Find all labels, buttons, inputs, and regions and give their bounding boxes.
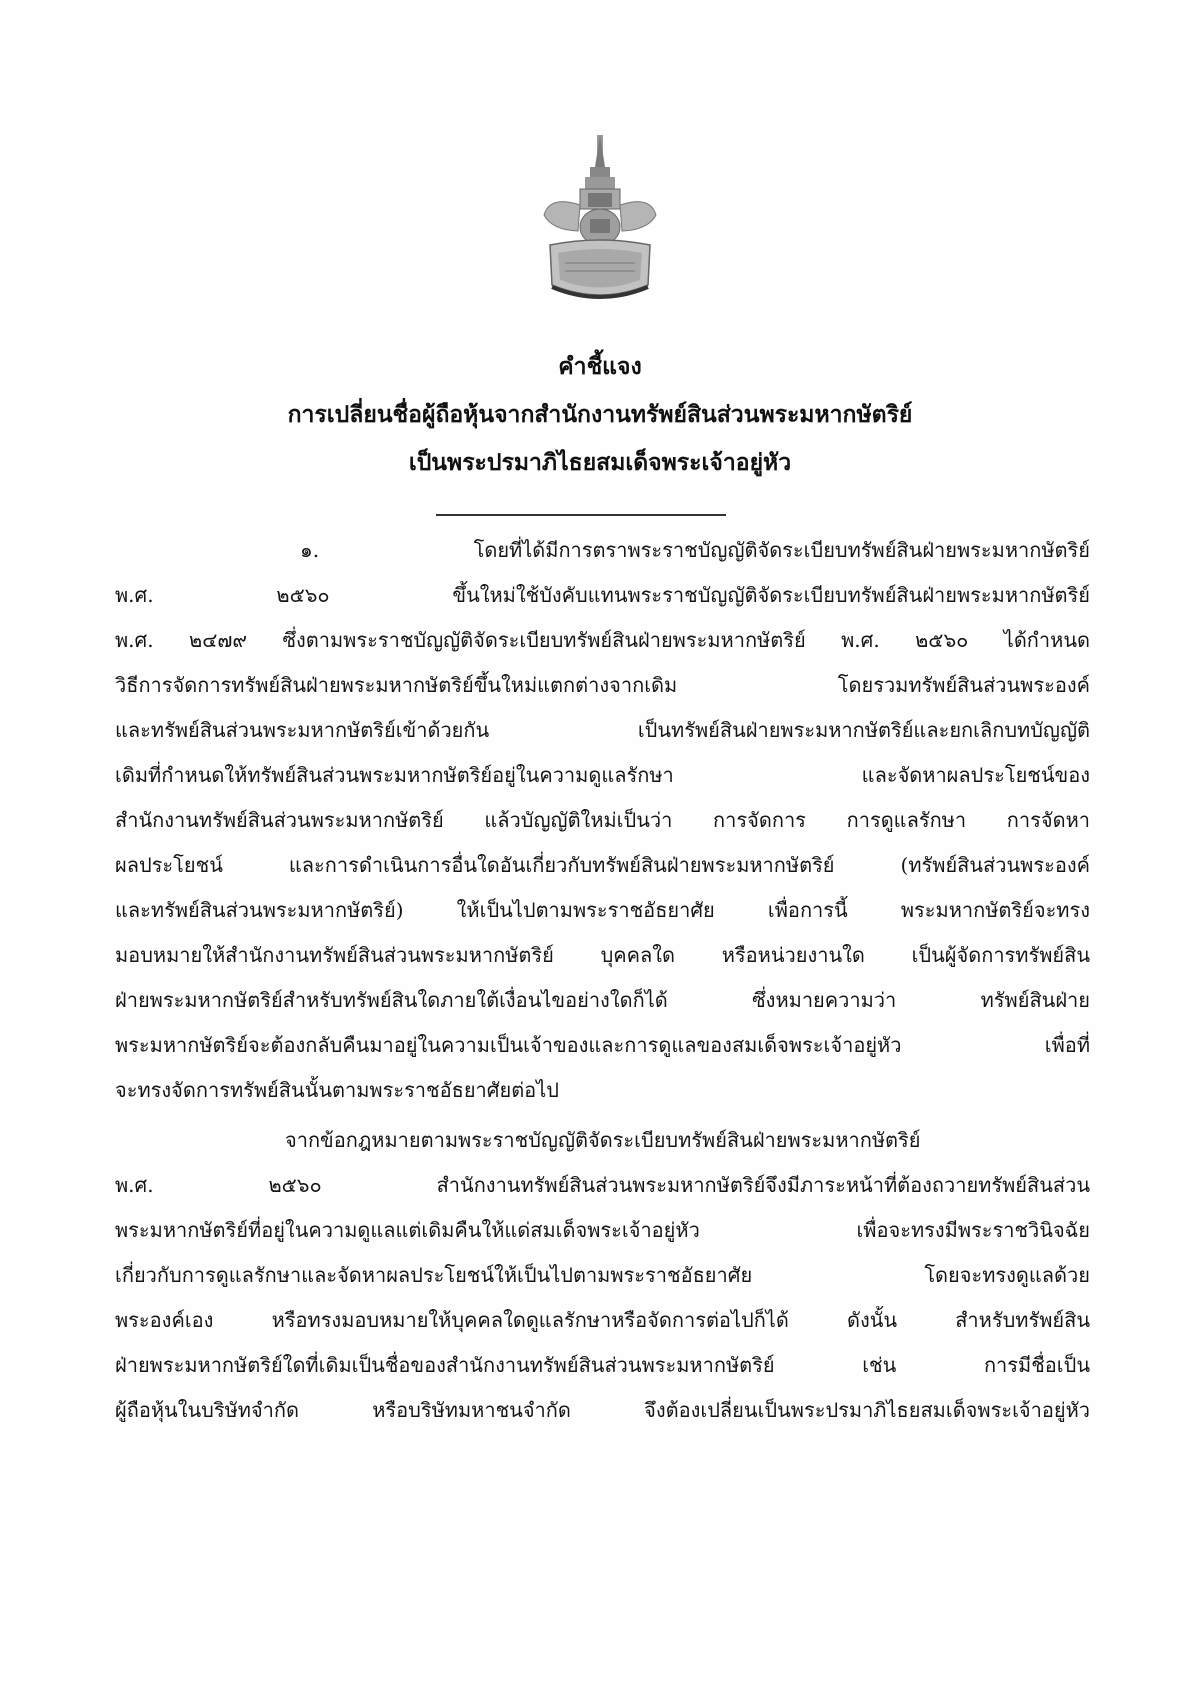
paragraph-line: ผลประโยชน์ และการดำเนินการอื่นใดอันเกี่ยวกับทรัพย์สินฝ่ายพระมหากษัตริย์ (ทรัพย์สินส่วนพระองค์	[115, 853, 1090, 877]
paragraph-line: เดิมที่กำหนดให้ทรัพย์สินส่วนพระมหากษัตริย์อยู่ในความดูแลรักษา และจัดหาผลประโยชน์ของ	[115, 763, 1090, 787]
paragraph-line: พระมหากษัตริย์ที่อยู่ในความดูแลแต่เดิมคืนให้แด่สมเด็จพระเจ้าอยู่หัว เพื่อจะทรงมีพระราชวินิจฉัย	[115, 1218, 1090, 1242]
paragraph-line: วิธีการจัดการทรัพย์สินฝ่ายพระมหากษัตริย์ขึ้นใหม่แตกต่างจากเดิม โดยรวมทรัพย์สินส่วนพระองค์	[115, 673, 1090, 697]
paragraph-line: ๑. โดยที่ได้มีการตราพระราชบัญญัติจัดระเบียบทรัพย์สินฝ่ายพระมหากษัตริย์	[300, 538, 1090, 562]
title-divider	[436, 514, 726, 516]
paragraph-line: พ.ศ. ๒๕๖๐ สำนักงานทรัพย์สินส่วนพระมหากษัตริย์จึงมีภาระหน้าที่ต้องถวายทรัพย์สินส่วน	[115, 1173, 1090, 1197]
paragraph-line: ฝ่ายพระมหากษัตริย์ใดที่เดิมเป็นชื่อของสำนักงานทรัพย์สินส่วนพระมหากษัตริย์ เช่น การมีชื่อเป็น	[115, 1353, 1090, 1377]
paragraph-line: และทรัพย์สินส่วนพระมหากษัตริย์) ให้เป็นไปตามพระราชอัธยาศัย เพื่อการนี้ พระมหากษัตริย์จะทรง	[115, 898, 1090, 922]
royal-emblem-icon	[540, 135, 660, 310]
paragraph-line: เกี่ยวกับการดูแลรักษาและจัดหาผลประโยชน์ให้เป็นไปตามพระราชอัธยาศัย โดยจะทรงดูแลด้วย	[115, 1263, 1090, 1287]
paragraph-line: พ.ศ. ๒๔๗๙ ซึ่งตามพระราชบัญญัติจัดระเบียบทรัพย์สินฝ่ายพระมหากษัตริย์ พ.ศ. ๒๕๖๐ ได้กำหนด	[115, 628, 1090, 652]
paragraph-line: สำนักงานทรัพย์สินส่วนพระมหากษัตริย์ แล้วบัญญัติใหม่เป็นว่า การจัดการ การดูแลรักษา การจัดหา	[115, 808, 1090, 832]
paragraph-line: พ.ศ. ๒๕๖๐ ขึ้นใหม่ใช้บังคับแทนพระราชบัญญัติจัดระเบียบทรัพย์สินฝ่ายพระมหากษัตริย์	[115, 583, 1090, 607]
paragraph-line: และทรัพย์สินส่วนพระมหากษัตริย์เข้าด้วยกัน เป็นทรัพย์สินฝ่ายพระมหากษัตริย์และยกเลิกบทบัญญัติ	[115, 718, 1090, 742]
document-subtitle-line-1: การเปลี่ยนชื่อผู้ถือหุ้นจากสำนักงานทรัพย์สินส่วนพระมหากษัตริย์	[287, 401, 913, 428]
paragraph-line: ฝ่ายพระมหากษัตริย์สำหรับทรัพย์สินใดภายใต้เงื่อนไขอย่างใดก็ได้ ซึ่งหมายความว่า ทรัพย์สินฝ่าย	[115, 988, 1090, 1012]
paragraph-line: จากข้อกฎหมายตามพระราชบัญญัติจัดระเบียบทรัพย์สินฝ่ายพระมหากษัตริย์	[285, 1128, 921, 1152]
document-subtitle-line-2: เป็นพระปรมาภิไธยสมเด็จพระเจ้าอยู่หัว	[408, 449, 792, 476]
paragraph-line: จะทรงจัดการทรัพย์สินนั้นตามพระราชอัธยาศัยต่อไป	[115, 1078, 559, 1102]
paragraph-line: ผู้ถือหุ้นในบริษัทจำกัด หรือบริษัทมหาชนจำกัด จึงต้องเปลี่ยนเป็นพระปรมาภิไธยสมเด็จพระเจ้าอยู่หัว	[115, 1398, 1090, 1422]
paragraph-line: พระมหากษัตริย์จะต้องกลับคืนมาอยู่ในความเป็นเจ้าของและการดูแลของสมเด็จพระเจ้าอยู่หัว เพื่อที่	[115, 1033, 1090, 1057]
paragraph-line: พระองค์เอง หรือทรงมอบหมายให้บุคคลใดดูแลรักษาหรือจัดการต่อไปก็ได้ ดังนั้น สำหรับทรัพย์สิน	[115, 1308, 1090, 1332]
document-title: คำชี้แจง	[558, 353, 642, 380]
paragraph-line: มอบหมายให้สำนักงานทรัพย์สินส่วนพระมหากษัตริย์ บุคคลใด หรือหน่วยงานใด เป็นผู้จัดการทรัพย์สิน	[115, 943, 1090, 967]
